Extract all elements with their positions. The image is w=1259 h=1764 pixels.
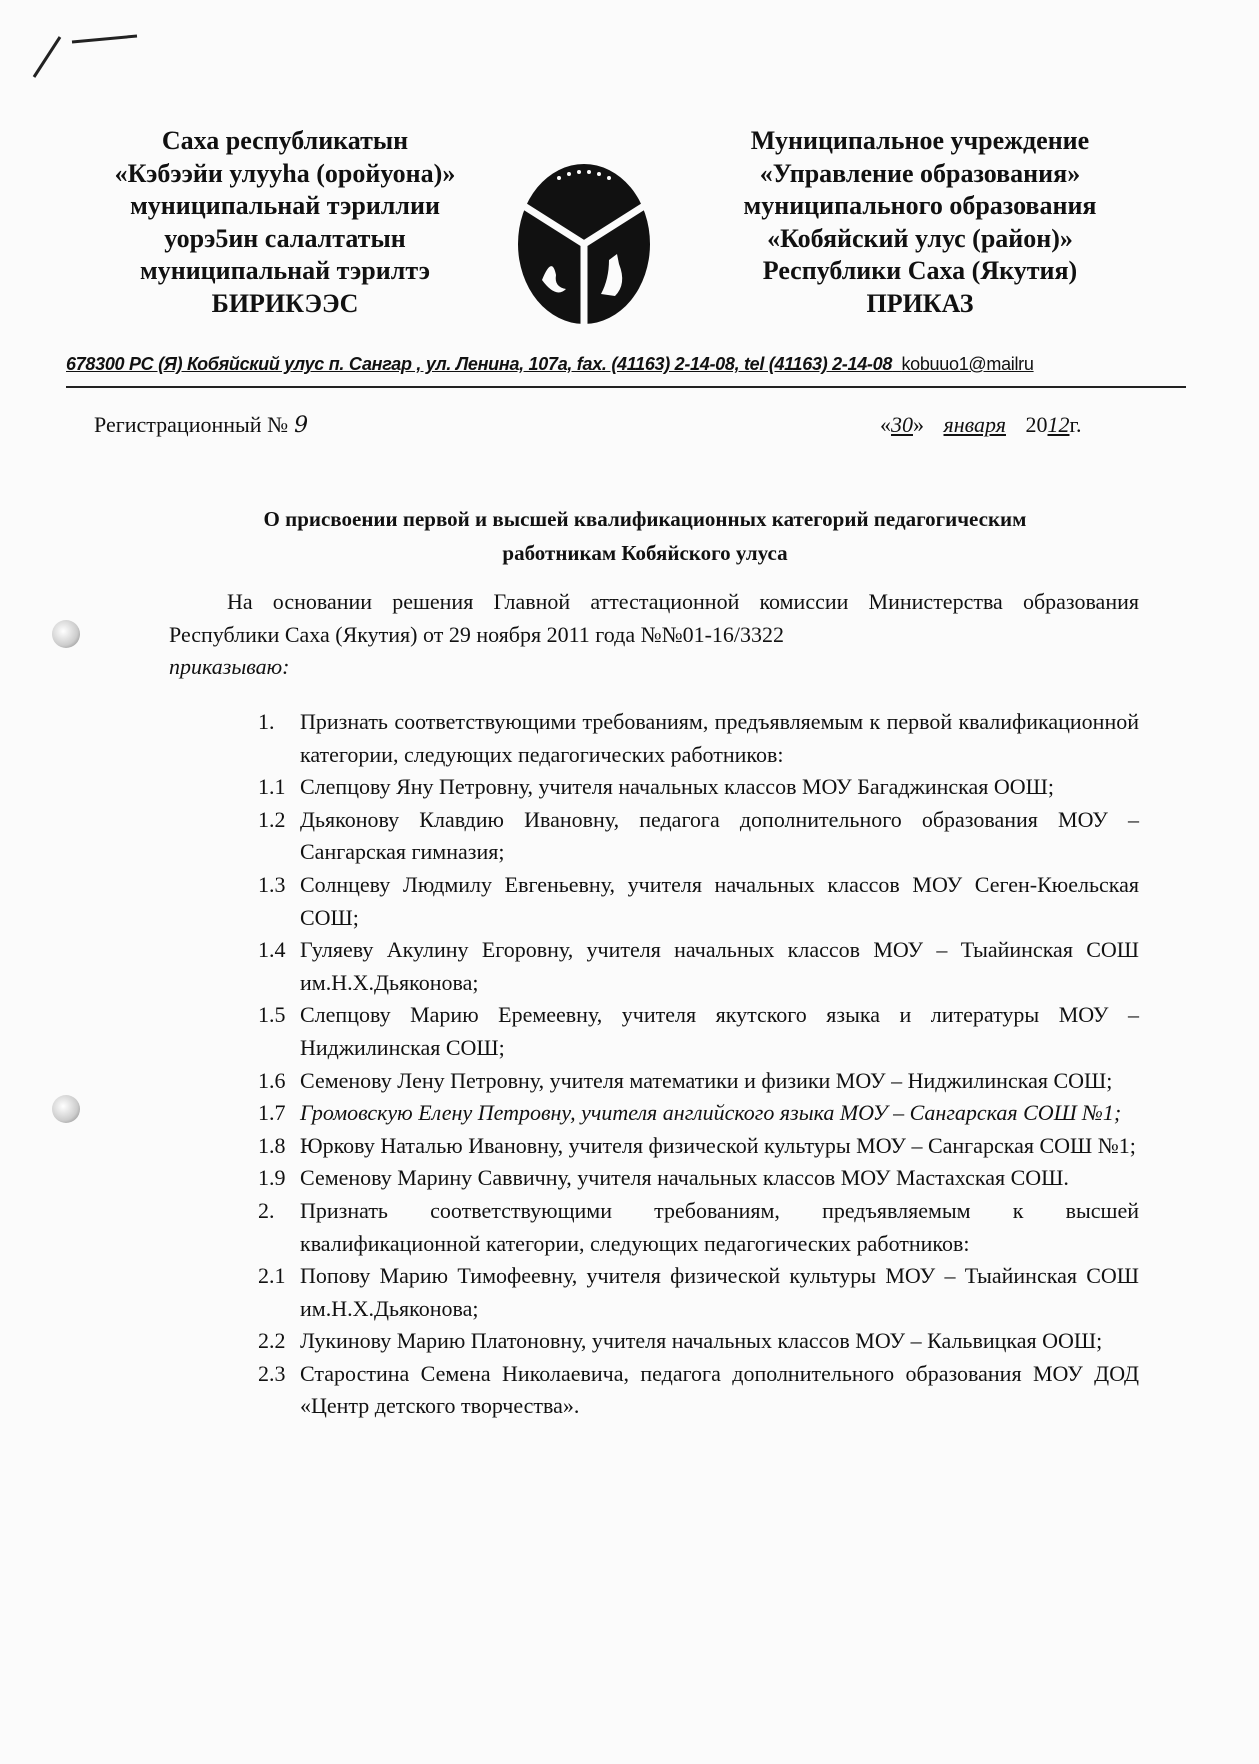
header-line: БИРИКЭЭС <box>211 288 359 318</box>
list-item <box>258 1065 1139 1098</box>
item-text: Юркову Наталью Ивановну, учителя физической культуры МОУ – Сангарская СОШ №1; <box>300 1132 1136 1158</box>
email: kobuuo1@mailru <box>901 354 1034 374</box>
order-word: приказываю: <box>169 654 290 680</box>
item-number: 1.4 <box>258 937 286 963</box>
header-line: «Кэбээйи улууhа (оройуона)» <box>114 158 456 188</box>
item-number: 1.8 <box>258 1132 286 1158</box>
header-line: «Кобяйский улус (район)» <box>767 223 1073 253</box>
item-number: 1.7 <box>258 1100 286 1126</box>
header-line: уорэ5ин салалтатын <box>164 223 406 253</box>
item-number: 1.3 <box>258 871 286 897</box>
list-item <box>258 934 1139 999</box>
preamble-text: На основании решения Главной аттестационной комиссии Министерства образования Республики Саха (Якутия) от 29 ноября 2011 года №№01-16/3322 <box>169 589 1139 647</box>
handwritten-mark <box>32 22 142 82</box>
list-item <box>258 1325 1139 1358</box>
item-number: 1.1 <box>258 774 286 800</box>
document-title <box>170 502 1120 570</box>
header-line: муниципальнай тэриллии <box>130 191 440 220</box>
item-number: 1.6 <box>258 1067 286 1093</box>
item-text: Семенову Марину Саввичну, учителя начальных классов МОУ Мастахская СОШ. <box>300 1165 1069 1191</box>
list-item <box>258 1195 1139 1260</box>
registration <box>94 412 308 438</box>
year-prefix: 20 <box>1025 412 1048 437</box>
list-item <box>258 1260 1139 1325</box>
list-item <box>258 771 1139 804</box>
header-line: «Управление образования» <box>759 158 1081 188</box>
list-item <box>258 1358 1139 1423</box>
title-line: О присвоении первой и высшей квалификационных категорий педагогическим <box>263 507 1027 531</box>
list-item <box>258 1162 1139 1195</box>
item-text: Попову Марию Тимофеевну, учителя физической культуры МОУ – Тыайинская СОШ им.Н.Х.Дьяконова; <box>300 1263 1139 1321</box>
item-text: Лукинову Марию Платоновну, учителя начальных классов МОУ – Кальвицкая ООШ; <box>300 1328 1103 1354</box>
document-date <box>880 412 1082 438</box>
header-left-yakut <box>85 125 485 320</box>
header-right-russian <box>715 125 1125 320</box>
title-line: работникам Кобяйского улуса <box>502 541 788 565</box>
list-item <box>258 869 1139 934</box>
date-month: января <box>943 412 1006 437</box>
item-number: 2.3 <box>258 1360 286 1386</box>
quote: « <box>880 412 891 437</box>
divider <box>66 386 1186 388</box>
item-number: 2.1 <box>258 1263 286 1289</box>
preamble <box>169 586 1139 684</box>
item-text: Семенову Лену Петровну, учителя математики и физики МОУ – Ниджилинская СОШ; <box>300 1067 1113 1093</box>
emblem-logo <box>514 160 654 328</box>
item-text: Слепцову Марию Еремеевну, учителя якутского языка и литературы МОУ – Ниджилинская СОШ; <box>300 1002 1139 1060</box>
item-number: 1.5 <box>258 1002 286 1028</box>
item-text: Дьяконову Клавдию Ивановну, педагога дополнительного образования МОУ – Сангарская гимназия; <box>300 806 1139 865</box>
item-number: 1. <box>258 709 275 734</box>
list-item <box>258 804 1139 869</box>
header-line: муниципальнай тэрилтэ <box>140 256 430 285</box>
date-day: 30 <box>891 412 913 437</box>
item-text: Громовскую Елену Петровну, учителя английского языка МОУ – Сангарская СОШ №1; <box>300 1100 1122 1126</box>
item-text: Солнцеву Людмилу Евгеньевну, учителя начальных классов МОУ Сеген-Кюельская СОШ; <box>300 871 1139 930</box>
list-item <box>258 1130 1139 1163</box>
item-number: 1.9 <box>258 1165 286 1191</box>
quote: » <box>913 412 924 437</box>
header-line: Муниципальное учреждение <box>750 126 1090 155</box>
year-suffix: г. <box>1069 412 1082 437</box>
punch-hole <box>52 1095 80 1123</box>
registration-number: 9 <box>294 413 309 438</box>
address-line <box>66 354 1034 375</box>
item-text: Признать соответствующими требованиям, предъявляемым к высшей квалификационной категории, следующих педагогических работников: <box>300 1197 1139 1256</box>
item-number: 1.2 <box>258 806 286 832</box>
header-line: Республики Саха (Якутия) <box>762 256 1078 285</box>
date-year: 12 <box>1047 412 1070 437</box>
document-type: ПРИКАЗ <box>866 288 974 318</box>
item-text: Слепцову Яну Петровну, учителя начальных классов МОУ Багаджинская ООШ; <box>300 774 1054 800</box>
item-number: 2.2 <box>258 1328 286 1354</box>
registration-label: Регистрационный № <box>94 412 289 437</box>
list-item <box>258 999 1139 1064</box>
header-line: муниципального образования <box>743 191 1097 220</box>
order-items <box>258 706 1139 1423</box>
item-number: 2. <box>258 1197 275 1223</box>
item-text: Признать соответствующими требованиям, предъявляемым к первой квалификационной категории, следующих педагогических работников: <box>300 709 1139 767</box>
header-line: Саха республикатын <box>161 126 409 155</box>
item-text: Гуляеву Акулину Егоровну, учителя начальных классов МОУ – Тыайинская СОШ им.Н.Х.Дьяконова; <box>300 937 1139 995</box>
postal-address: 678300 РС (Я) Кобяйский улус п. Сангар , ул. Ленина, 107а, fax. (41163) 2-14-08, tel (41163) 2-14-08 <box>66 354 893 374</box>
list-item <box>258 706 1139 771</box>
item-text: Старостина Семена Николаевича, педагога дополнительного образования МОУ ДОД «Центр детского творчества». <box>300 1360 1139 1419</box>
punch-hole <box>52 620 80 648</box>
list-item <box>258 1097 1139 1130</box>
